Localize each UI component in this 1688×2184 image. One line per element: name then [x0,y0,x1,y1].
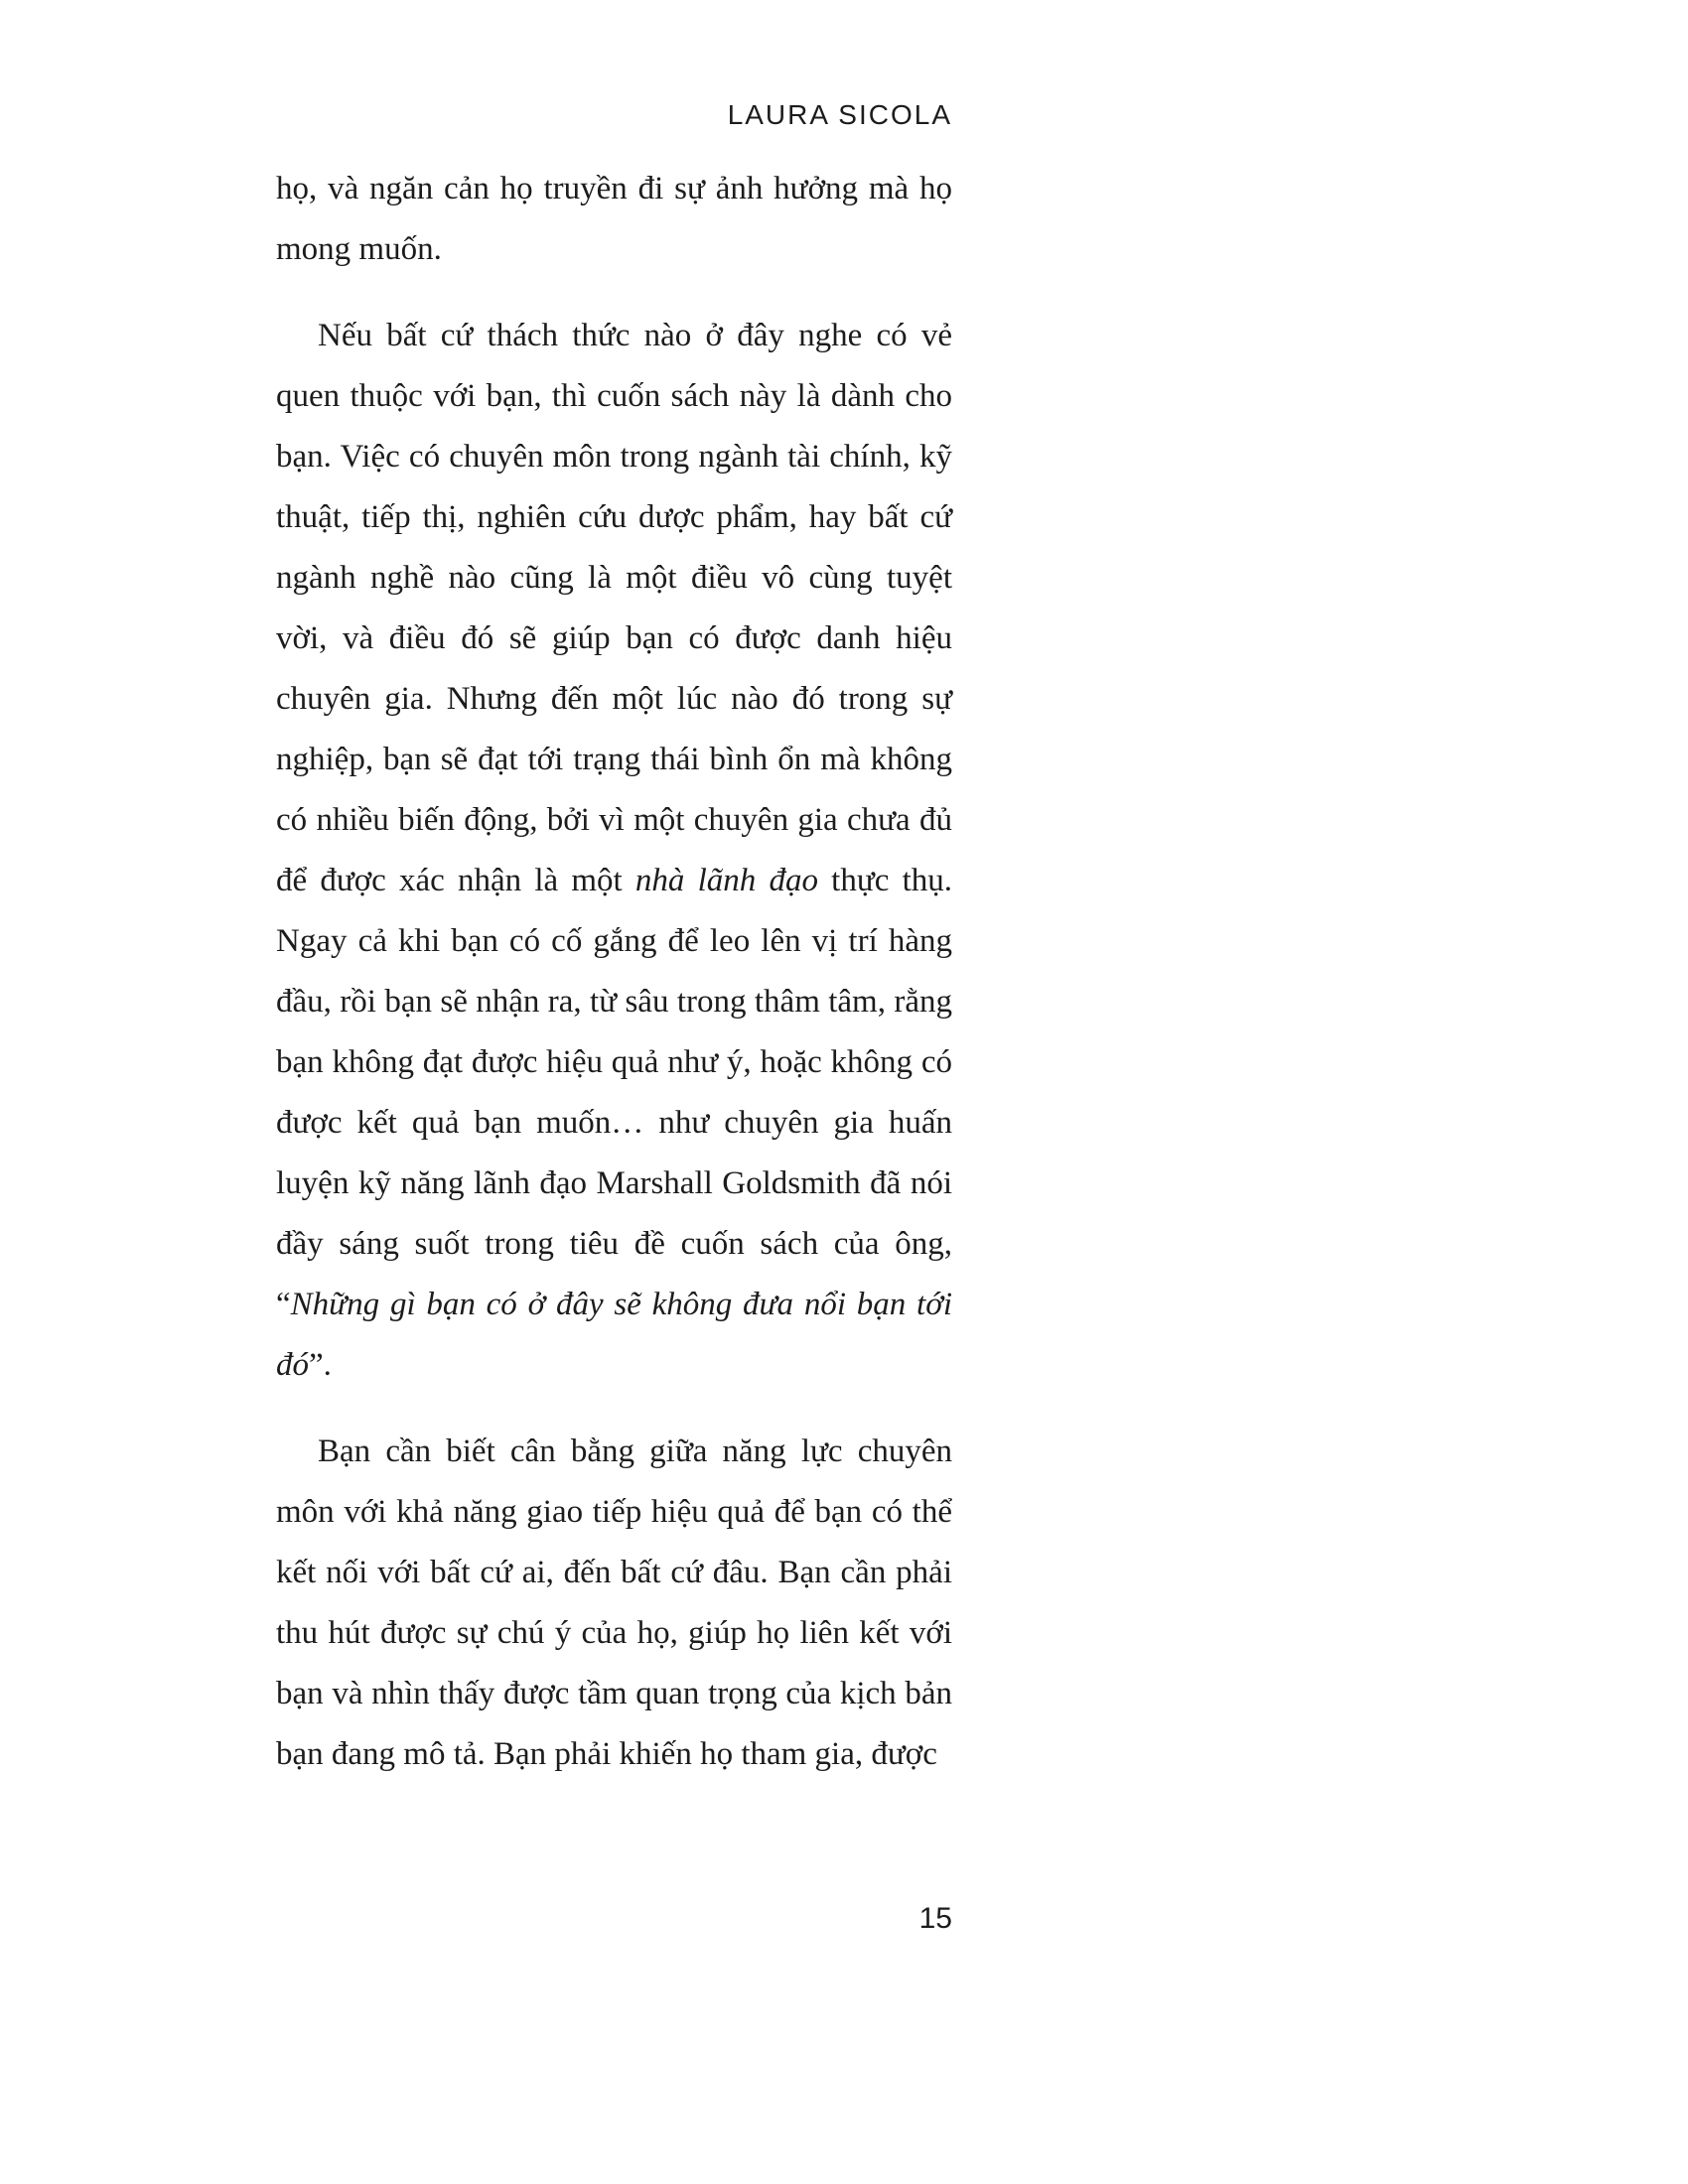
text-run: thực thụ. Ngay cả khi bạn có cố gắng để leo lên vị trí hàng đầu, rồi bạn sẽ nhận ra, từ sâu trong thâm tâm, rằng bạn không đạt được hiệu quả như ý, hoặc không có được kết quả bạn muốn… như chuyên gia huấn luyện kỹ năng lãnh đạo Marshall Goldsmith đã nói đầy sáng suốt trong tiêu đề cuốn sách của ông, “ [276,863,952,1322]
text-run: ”. [309,1347,332,1383]
text-run: Nếu bất cứ thách thức nào ở đây nghe có vẻ quen thuộc với bạn, thì cuốn sách này là dành cho bạn. Việc có chuyên môn trong ngành tài chính, kỹ thuật, tiếp thị, nghiên cứu dược phẩm, hay bất cứ ngành nghề nào cũng là một điều vô cùng tuyệt vời, và điều đó sẽ giúp bạn có được danh hiệu chuyên gia. Nhưng đến một lúc nào đó trong sự nghiệp, bạn sẽ đạt tới trạng thái bình ổn mà không có nhiều biến động, bởi vì một chuyên gia chưa đủ để được xác nhận là một [276,318,952,898]
text-run: Bạn cần biết cân bằng giữa năng lực chuyên môn với khả năng giao tiếp hiệu quả để bạn có thể kết nối với bất cứ ai, đến bất cứ đâu. Bạn cần phải thu hút được sự chú ý của họ, giúp họ liên kết với bạn và nhìn thấy được tầm quan trọng của kịch bản bạn đang mô tả. Bạn phải khiến họ tham gia, được [276,1433,952,1772]
paragraph [276,159,952,280]
paragraph [276,1422,952,1785]
page-number: 15 [918,1902,952,1935]
paragraph [276,306,952,1396]
text-run: họ, và ngăn cản họ truyền đi sự ảnh hưởng mà họ mong muốn. [276,171,952,267]
italic-text-run: nhà lãnh đạo [634,863,818,898]
body-text [276,159,952,1811]
italic-text-run: Những gì bạn có ở đây sẽ không đưa nổi bạn tới đó [276,1287,952,1383]
running-header: LAURA SICOLA [727,99,952,130]
